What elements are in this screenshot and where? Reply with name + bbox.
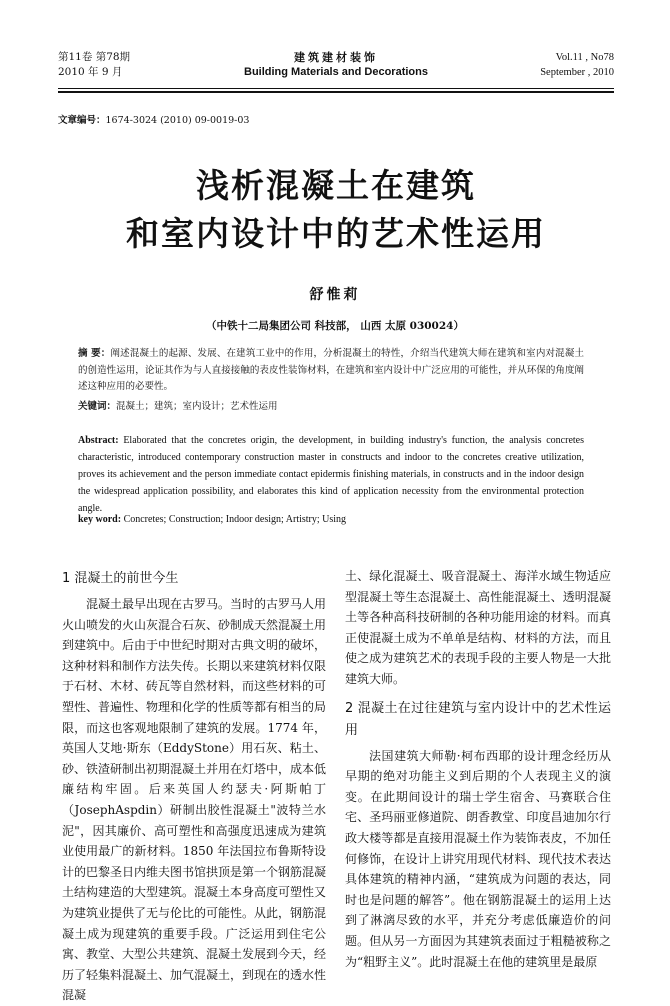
- keywords-cn: [78, 398, 584, 412]
- article-number-value: 1674-3024 (2010) 09-0019-03: [105, 115, 250, 126]
- header-date: 2010 年 9 月: [58, 66, 123, 78]
- abstract-en: [78, 432, 584, 517]
- article-number-label: 文章编号：: [58, 115, 106, 126]
- article-title-line1: 浅析混凝土在建筑: [196, 166, 476, 205]
- abstract-cn: [78, 346, 584, 396]
- author-name: 舒惟莉: [309, 287, 361, 303]
- keywords-cn-label: 关键词：: [78, 401, 117, 412]
- header-volume-en: [540, 50, 614, 80]
- body-column-left: [62, 566, 326, 1006]
- abstract-en-text: Elaborated that the concretes origin, the development, in building industry's function, the analysis concretes characteristic, introduced contemporary construction master in constructs and indoor to the concretes creative utilization, proves its achievement and the person immediate contact epidermis finishing materials, in constructs and in the indoor design the widespread application possibility, and elaborates this kind of application necessity from the environmental protection angle.: [78, 435, 584, 514]
- keywords-en: [78, 514, 584, 525]
- abstract-cn-text: 阐述混凝土的起源、发展、在建筑工业中的作用，分析混凝土的特性，介绍当代建筑大师在建筑和室内对混凝土的创造性运用，论证其作为与人直接接触的表皮性装饰材料，在建筑和室内设计中广泛应用的可能性，并从环保的角度阐述这种应用的必要性。: [78, 348, 584, 393]
- section-1-paragraph-continued: 土、绿化混凝土、吸音混凝土、海洋水域生物适应型混凝土等生态混凝土、高性能混凝土、透明混凝土等各种高科技研制的各种功能用途的材料。而真正使混凝土成为不单单是结构、材料的方法，而且使之成为建筑艺术的表现手段的主要人物是一大批建筑大师。: [345, 569, 611, 686]
- journal-name-cn: 建筑建材装饰: [294, 51, 378, 64]
- header-journal-name: [58, 50, 614, 80]
- abstract-cn-label: 摘 要：: [78, 348, 111, 359]
- section-1-paragraph: 混凝土最早出现在古罗马。当时的古罗马人用火山喷发的火山灰混合石灰、砂制成天然混凝土用到建筑中。后由于中世纪时期对古典文明的破坏，这种材料和制作方法失传。长期以来建筑材料仅限于石材、木材、砖瓦等自然材料，而这些材料的可塑性、普遍性、物理和化学的性质等都有相当的局限，而这也客观地限制了建筑的发展。1774 年，英国人艾地·斯东（EddyStone）用石灰、粘土、砂、铁渣研制出初期混凝土并用在灯塔中，成本低廉结构牢固。后来英国人约瑟夫·阿斯帕丁（JosephAspdin）研制出胶性混凝土"波特兰水泥"，因其廉价、高可塑性和高强度迅速成为建筑业使用最广的新材料。1850 年法国拉布鲁斯特设计的巴黎圣日内维夫图书馆拱顶是第一个钢筋混凝土结构建造的大型建筑。混凝土本身高度可塑性又为建筑业提供了无与伦比的可能性。从此，钢筋混凝土成为现建筑的重要手段。广泛运用到住宅公寓、教堂、大型公共建筑、混凝土发展到今天，经历了轻集料混凝土、加气混凝土，到现在的透水性混凝: [62, 597, 327, 1003]
- keywords-en-text: Concretes; Construction; Indoor design; Artistry; Using: [121, 514, 347, 525]
- journal-name-en: Building Materials and Decorations: [244, 66, 428, 78]
- abstract-en-label: Abstract:: [78, 435, 119, 446]
- keywords-cn-text: 混凝土；建筑；室内设计；艺术性运用: [116, 401, 278, 412]
- section-1-heading: 1 混凝土的前世今生: [62, 571, 179, 586]
- body-column-right: [345, 566, 611, 972]
- section-2-heading: 2 混凝土在过往建筑与室内设计中的艺术性运用: [345, 700, 611, 738]
- author-affiliation: （中铁十二局集团公司 科技部， 山西 太原 030024）: [206, 320, 464, 332]
- header-date-en: September , 2010: [540, 67, 614, 78]
- section-2-paragraph: 法国建筑大师勒·柯布西耶的设计理念经历从早期的绝对功能主义到后期的个人表现主义的演变。在此期间设计的瑞士学生宿舍、马赛联合住宅、圣玛丽亚修道院、朗香教堂、印度昌迪加尔行政大楼等都是直接用混凝土作为装饰表皮，不加任何修饰，在设计上讲究用现代材料、现代技术表达具体建筑的精神内涵，“建筑成为问题的表达，同时也是问题的解答”。他在钢筋混凝土的运用上达到了淋漓尽致的水平，并充分考虑低廉造价的问题。但从另一方面因为其建筑表面过于粗糙被称之为“粗野主义”。此时混凝土在他的建筑里是最原: [345, 748, 611, 969]
- header-rule-thin: [58, 88, 614, 89]
- keywords-en-label: key word:: [78, 514, 122, 525]
- header-rule-thick: [58, 91, 614, 93]
- journal-header: [58, 50, 614, 88]
- header-vol-en: Vol.11 , No78: [555, 52, 614, 63]
- article-number: [58, 112, 249, 126]
- article-title-line2: 和室内设计中的艺术性运用: [126, 214, 546, 253]
- header-volume: 第11卷 第78期: [58, 51, 131, 63]
